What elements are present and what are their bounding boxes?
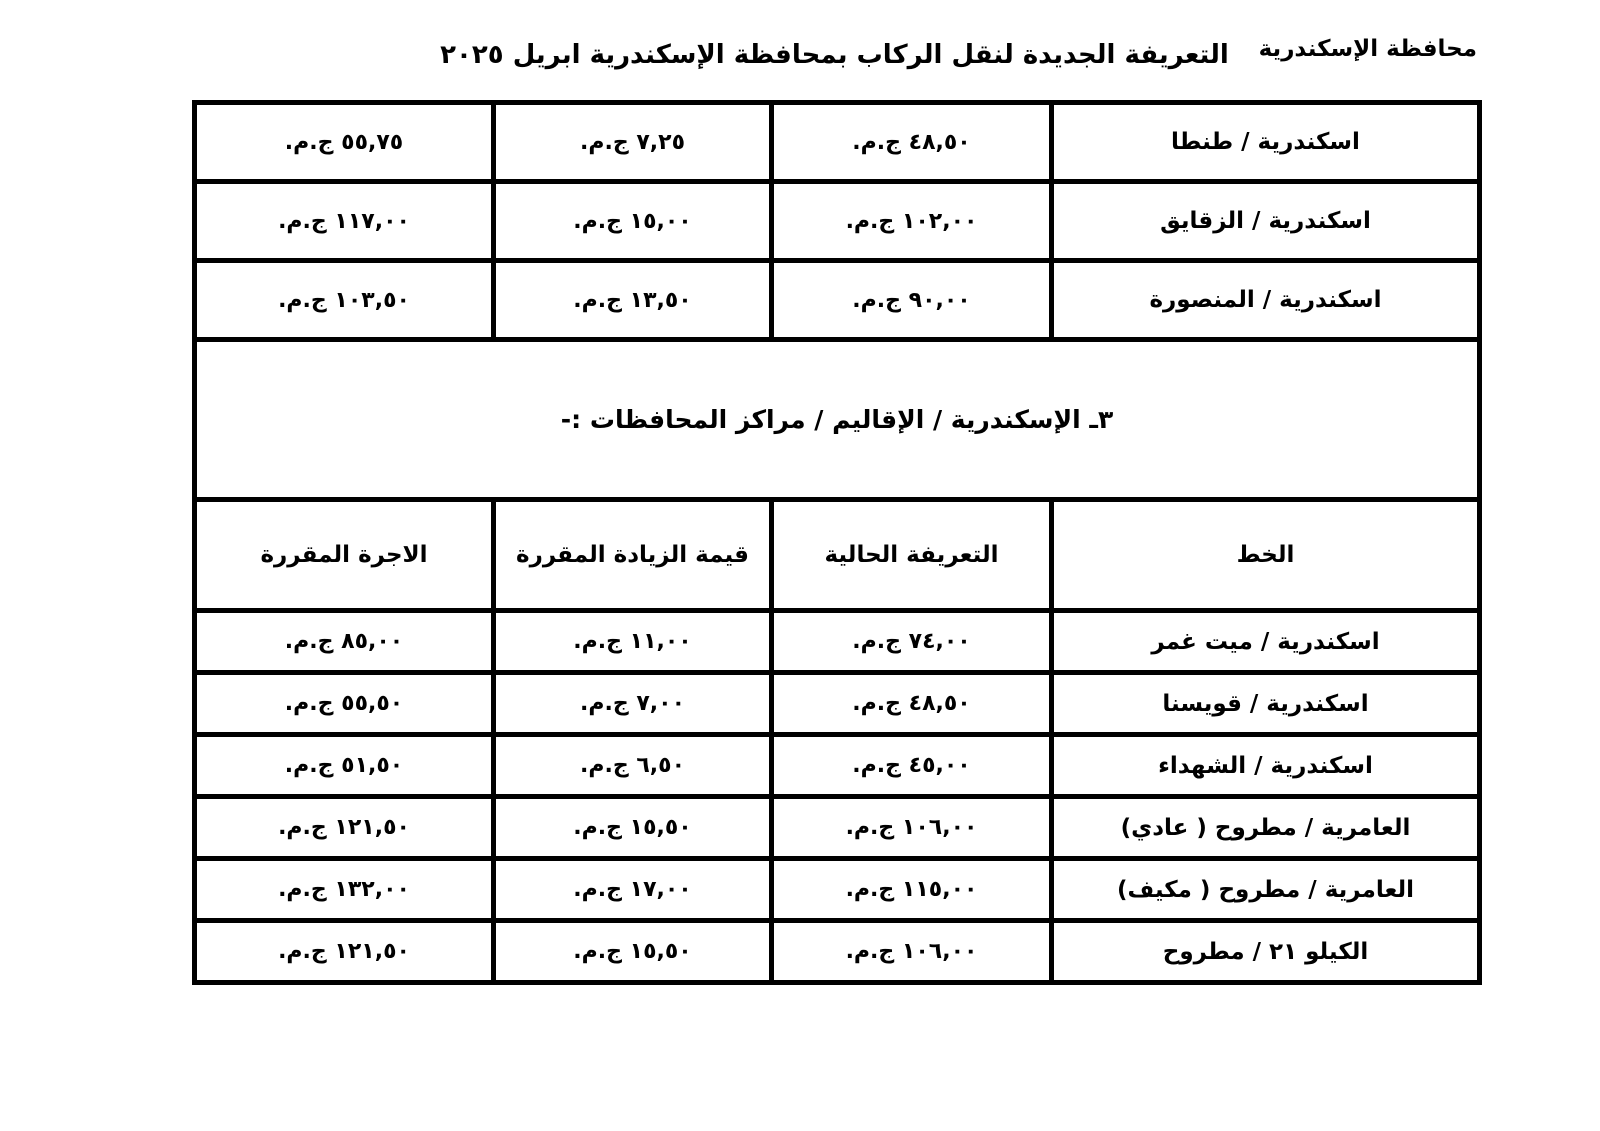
approved-fare-cell: ١٠٣,٥٠ ج.م.	[195, 261, 494, 340]
approved-fare-cell: ١٢١,٥٠ ج.م.	[195, 921, 494, 983]
increase-cell: ٧,٠٠ ج.م.	[494, 673, 772, 735]
column-header-line: الخط	[1052, 500, 1480, 611]
line-cell: العامرية / مطروح ( عادي)	[1052, 797, 1480, 859]
current-tariff-cell: ١١٥,٠٠ ج.م.	[772, 859, 1052, 921]
approved-fare-cell: ١١٧,٠٠ ج.م.	[195, 182, 494, 261]
increase-cell: ١٣,٥٠ ج.م.	[494, 261, 772, 340]
current-tariff-cell: ٤٥,٠٠ ج.م.	[772, 735, 1052, 797]
table-row	[195, 735, 1480, 797]
current-tariff-cell: ٤٨,٥٠ ج.م.	[772, 673, 1052, 735]
current-tariff-cell: ٧٤,٠٠ ج.م.	[772, 611, 1052, 673]
line-cell: اسكندرية / الزقايق	[1052, 182, 1480, 261]
current-tariff-cell: ١٠٦,٠٠ ج.م.	[772, 797, 1052, 859]
line-cell: اسكندرية / طنطا	[1052, 103, 1480, 182]
table-row	[195, 673, 1480, 735]
document-header	[192, 34, 1477, 80]
section-title: ٣ـ الإسكندرية / الإقاليم / مراكز المحافظات :-	[195, 340, 1480, 500]
table-row	[195, 182, 1480, 261]
page-title: التعريفة الجديدة لنقل الركاب بمحافظة الإسكندرية ابريل ٢٠٢٥	[440, 40, 1229, 70]
increase-cell: ١٧,٠٠ ج.م.	[494, 859, 772, 921]
line-cell: العامرية / مطروح ( مكيف)	[1052, 859, 1480, 921]
section-row	[195, 340, 1480, 500]
table-row	[195, 261, 1480, 340]
current-tariff-cell: ٩٠,٠٠ ج.م.	[772, 261, 1052, 340]
table-row	[195, 859, 1480, 921]
column-header-approved-fare: الاجرة المقررة	[195, 500, 494, 611]
org-name: محافظة الإسكندرية	[1258, 36, 1477, 62]
column-header-increase: قيمة الزيادة المقررة	[494, 500, 772, 611]
table-row	[195, 103, 1480, 182]
increase-cell: ١٥,٥٠ ج.م.	[494, 797, 772, 859]
header-row	[195, 500, 1480, 611]
current-tariff-cell: ٤٨,٥٠ ج.م.	[772, 103, 1052, 182]
increase-cell: ١٥,٠٠ ج.م.	[494, 182, 772, 261]
table-row	[195, 921, 1480, 983]
current-tariff-cell: ١٠٦,٠٠ ج.م.	[772, 921, 1052, 983]
table-row	[195, 611, 1480, 673]
approved-fare-cell: ٨٥,٠٠ ج.م.	[195, 611, 494, 673]
approved-fare-cell: ٥٥,٧٥ ج.م.	[195, 103, 494, 182]
line-cell: الكيلو ٢١ / مطروح	[1052, 921, 1480, 983]
tariff-table	[192, 100, 1482, 985]
line-cell: اسكندرية / الشهداء	[1052, 735, 1480, 797]
current-tariff-cell: ١٠٢,٠٠ ج.م.	[772, 182, 1052, 261]
line-cell: اسكندرية / قويسنا	[1052, 673, 1480, 735]
approved-fare-cell: ٥١,٥٠ ج.م.	[195, 735, 494, 797]
table-row	[195, 797, 1480, 859]
approved-fare-cell: ٥٥,٥٠ ج.م.	[195, 673, 494, 735]
column-header-current-tariff: التعريفة الحالية	[772, 500, 1052, 611]
increase-cell: ٦,٥٠ ج.م.	[494, 735, 772, 797]
increase-cell: ١٥,٥٠ ج.م.	[494, 921, 772, 983]
approved-fare-cell: ١٣٢,٠٠ ج.م.	[195, 859, 494, 921]
approved-fare-cell: ١٢١,٥٠ ج.م.	[195, 797, 494, 859]
line-cell: اسكندرية / ميت غمر	[1052, 611, 1480, 673]
increase-cell: ٧,٢٥ ج.م.	[494, 103, 772, 182]
increase-cell: ١١,٠٠ ج.م.	[494, 611, 772, 673]
line-cell: اسكندرية / المنصورة	[1052, 261, 1480, 340]
